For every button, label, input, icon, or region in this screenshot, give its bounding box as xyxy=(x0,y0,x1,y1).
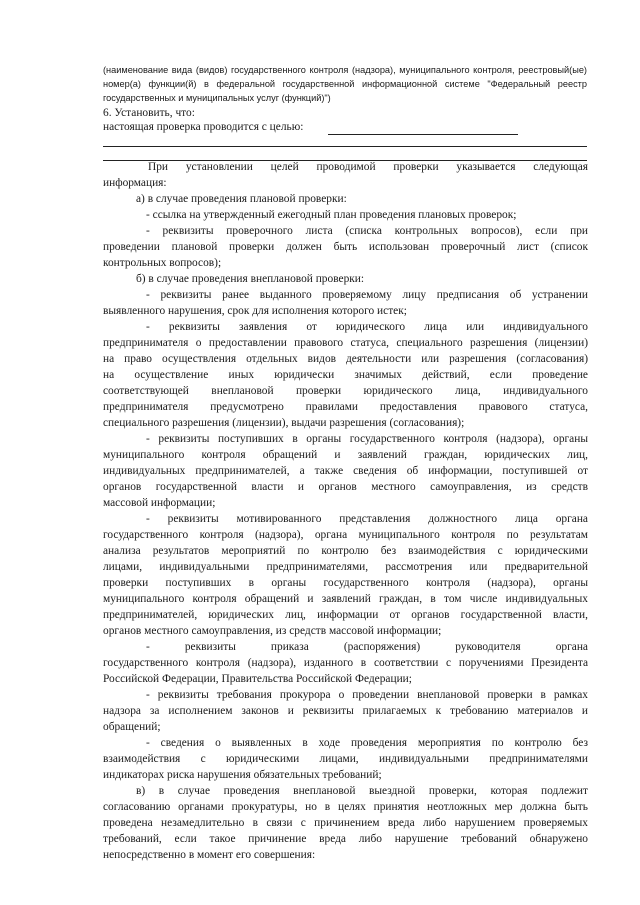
paragraph-line: проведена незамедлительно в связи с причинением вреда либо нарушением проверяемых xyxy=(103,817,588,829)
header-line: (наименование вида (видов) государственного контроля (надзора), муниципального контроля, реестровый(ые) xyxy=(103,65,587,75)
paragraph-line: на осуществление иных юридически значимых действий, если проведение xyxy=(103,369,588,381)
paragraph-line: контрольных вопросов); xyxy=(103,257,222,269)
paragraph-line: предпринимателей, юридических лиц, информации от органов государственной власти, xyxy=(103,609,588,621)
purpose-label: настоящая проверка проводится с целью: xyxy=(103,121,304,133)
paragraph-line: лицами, индивидуальными предпринимателями, рассмотрения или предварительной xyxy=(103,561,588,573)
paragraph-line: органов местного самоуправления, из средств массовой информации; xyxy=(103,625,442,637)
paragraph-line: а) в случае проведения плановой проверки: xyxy=(136,193,347,205)
paragraph-line: - реквизиты приказа (распоряжения) руководителя органа xyxy=(146,641,588,653)
paragraph-line: обращений; xyxy=(103,721,161,733)
paragraph-line: - реквизиты заявления от юридического лица или индивидуального xyxy=(146,321,588,333)
header-line: государственных и муниципальных услуг (функций)") xyxy=(103,93,331,103)
paragraph-line: - реквизиты ранее выданного проверяемому лицу предписания об устранении xyxy=(146,289,588,301)
paragraph-line: - реквизиты поступивших в органы государственного контроля (надзора), органы xyxy=(146,433,588,445)
fill-in-line xyxy=(328,134,518,135)
paragraph-line: государственного контроля (надзора), изданного в соответствии с поручениями Президента xyxy=(103,657,588,669)
paragraph-line: на право осуществления отдельных видов деятельности или разрешения (согласования) xyxy=(103,353,588,365)
paragraph-line: Российской Федерации, Правительства Российской Федерации; xyxy=(103,673,412,685)
paragraph-line: органов государственной власти и органов местного самоуправления, из средств xyxy=(103,481,588,493)
paragraph-line: индикаторах риска нарушения обязательных требований; xyxy=(103,769,382,781)
paragraph-line: предпринимателя о предоставлении правового статуса, специального разрешения (лицензии) xyxy=(103,337,588,349)
paragraph-line: соответствующей внеплановой проверки юридического лица, индивидуального xyxy=(103,385,588,397)
paragraph-line: индивидуальных предпринимателей, а также сведения об информации, поступившей от xyxy=(103,465,588,477)
paragraph-line: - реквизиты проверочного листа (списка контрольных вопросов), если при xyxy=(146,225,588,237)
paragraph-line: - сведения о выявленных в ходе проведения мероприятия по контролю без xyxy=(146,737,588,749)
paragraph-line: выявленного нарушения, срок для исполнения которого истек; xyxy=(103,305,407,317)
paragraph-line: в) в случае проведения внеплановой выездной проверки, которая подлежит xyxy=(136,785,588,797)
paragraph-line: требований, если такое причинение вреда либо нарушение требований обнаружено xyxy=(103,833,588,845)
fill-in-line xyxy=(103,146,587,147)
paragraph-line: информация: xyxy=(103,177,167,189)
paragraph-line: государственного контроля (надзора), органа муниципального контроля по результатам xyxy=(103,529,588,541)
paragraph-line: проведении плановой проверки должен быть использован проверочный лист (список xyxy=(103,241,588,253)
paragraph-line: анализа результатов мероприятий по контролю без взаимодействия с юридическими xyxy=(103,545,588,557)
paragraph-line: надзора за исполнением законов и реквизиты прилагаемых к требованию материалов и xyxy=(103,705,588,717)
paragraph-line: специального разрешения (лицензии), выдачи разрешения (согласования); xyxy=(103,417,465,429)
section-heading: 6. Установить, что: xyxy=(103,107,195,119)
header-line: номер(а) функции(й) в федеральной государственной информационной системе "Федеральный реестр xyxy=(103,79,587,89)
paragraph-line: - реквизиты мотивированного представления должностного лица органа xyxy=(146,513,588,525)
paragraph-line: муниципального контроля обращений и заявлений граждан, в том числе индивидуальных xyxy=(103,593,588,605)
paragraph-line: взаимодействия с юридическими лицами, индивидуальными предпринимателями xyxy=(103,753,588,765)
paragraph-line: непосредственно в момент его совершения: xyxy=(103,849,316,861)
paragraph-line: согласованию органами прокуратуры, но в целях принятия неотложных мер должна быть xyxy=(103,801,588,813)
paragraph-line: массовой информации; xyxy=(103,497,216,509)
paragraph-line: проверки поступивших в органы государственного контроля (надзора), органы xyxy=(103,577,588,589)
paragraph-line: При установлении целей проводимой проверки указывается следующая xyxy=(148,161,588,173)
paragraph-line: муниципального контроля обращений и заявлений граждан, юридических лиц, xyxy=(103,449,588,461)
paragraph-line: - реквизиты требования прокурора о проведении внеплановой проверки в рамках xyxy=(146,689,588,701)
paragraph-line: предпринимателя предусмотрено правилами предоставления правового статуса, xyxy=(103,401,588,413)
paragraph-line: - ссылка на утвержденный ежегодный план проведения плановых проверок; xyxy=(146,209,517,221)
paragraph-line: б) в случае проведения внеплановой проверки: xyxy=(136,273,365,285)
